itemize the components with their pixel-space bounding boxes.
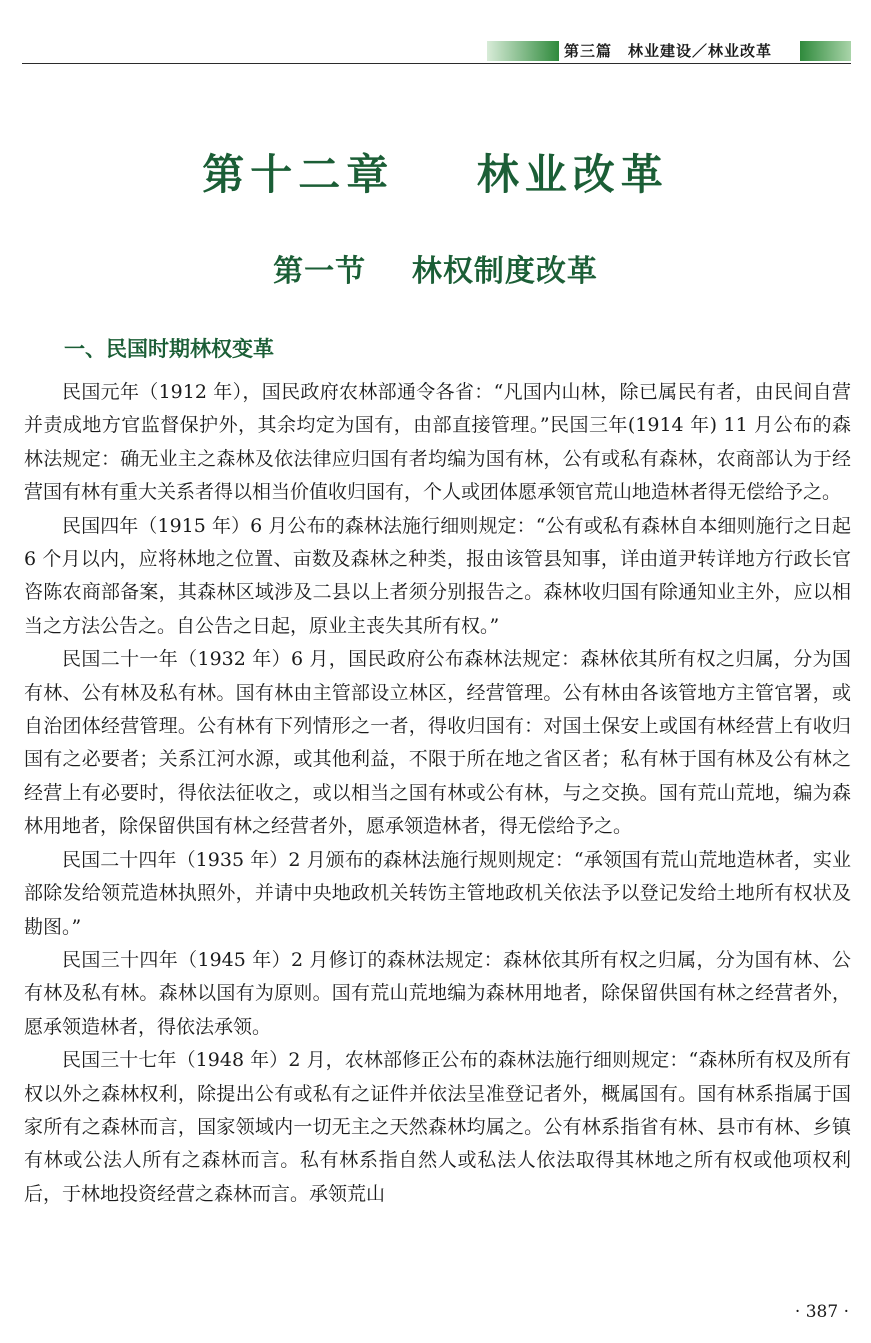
paragraph: 民国二十一年（1932 年）6 月，国民政府公布森林法规定：森林依其所有权之归属，分为国有林、公有林及私有林。国有林由主管部设立林区，经营管理。公有林由各该管地方主管官署，或自治团体经营管理。公有林有下列情形之一者，得收归国有：对国土保安上或国有林经营上有收归国有之必要者；关系江河水源，或其他利益，不限于所在地之省区者；私有林于国有林及公有林之经营上有必要时，得依法征收之，或以相当之国有林或公有林，与之交换。国有荒山荒地，编为森林用地者，除保留供国有林之经营者外，愿承领造林者，得无偿给予之。 <box>24 648 851 838</box>
paragraph: 民国二十四年（1935 年）2 月颁布的森林法施行规则规定：“承领国有荒山荒地造林者，实业部除发给领荒造林执照外，并请中央地政机关转饬主管地政机关依法予以登记发给土地所有权状及勘图。” <box>24 848 851 938</box>
paragraph: 民国元年（1912 年），国民政府农林部通令各省：“凡国内山林，除已属民有者，由民间自营并责成地方官监督保护外，其余均定为国有，由部直接管理。”民国三年(1914 年) 11 月公布的森林法规定：确无业主之森林及依法律应归国有者均编为国有林，公有或私有森林，农商部认为于经营国有林有重大关系者得以相当价值收归国有，个人或团体愿承领官荒山地造林者得无偿给予之。 <box>24 381 851 504</box>
paragraph: 民国三十四年（1945 年）2 月修订的森林法规定：森林依其所有权之归属，分为国有林、公有林及私有林。森林以国有为原则。国有荒山荒地编为森林用地者，除保留供国有林之经营者外，愿承领造林者，得依法承领。 <box>24 948 851 1038</box>
header-text <box>564 40 788 62</box>
chapter-title: 第十二章 林业改革 <box>202 150 669 199</box>
header-decor-bar-right <box>800 41 851 61</box>
header-decor-bar-left <box>487 41 559 61</box>
running-header <box>22 38 851 66</box>
subsection-title: 一、民国时期林权变革 <box>64 337 274 361</box>
paragraph: 民国四年（1915 年）6 月公布的森林法施行细则规定：“公有或私有森林自本细则施行之日起 6 个月以内，应将林地之位置、亩数及森林之种类，报由该管县知事，详由道尹转详地方行政长官咨陈农商部备案，其森林区域涉及二县以上者须分别报告之。森林收归国有除通知业主外，应以相当之方法公告之。自公告之日起，原业主丧失其所有权。” <box>24 514 851 637</box>
header-title: 林业建设／林业改革 <box>628 42 773 60</box>
header-rule <box>22 63 851 64</box>
header-part: 第三篇 <box>564 42 613 60</box>
body-text <box>24 376 851 1211</box>
section-title: 第一节 林权制度改革 <box>273 254 598 289</box>
paragraph: 民国三十七年（1948 年）2 月，农林部修正公布的森林法施行细则规定：“森林所有权及所有权以外之森林权利，除提出公有或私有之证件并依法呈准登记者外，概属国有。国有林系指属于国家所有之森林而言，国家领域内一切无主之天然森林均属之。公有林系指省有林、县市有林、乡镇有林或公法人所有之森林而言。私有林系指自然人或私法人依法取得其林地之所有权或他项权利后，于林地投资经营之森林而言。承领荒山 <box>24 1049 851 1205</box>
page-number: · 387 · <box>794 1302 849 1322</box>
